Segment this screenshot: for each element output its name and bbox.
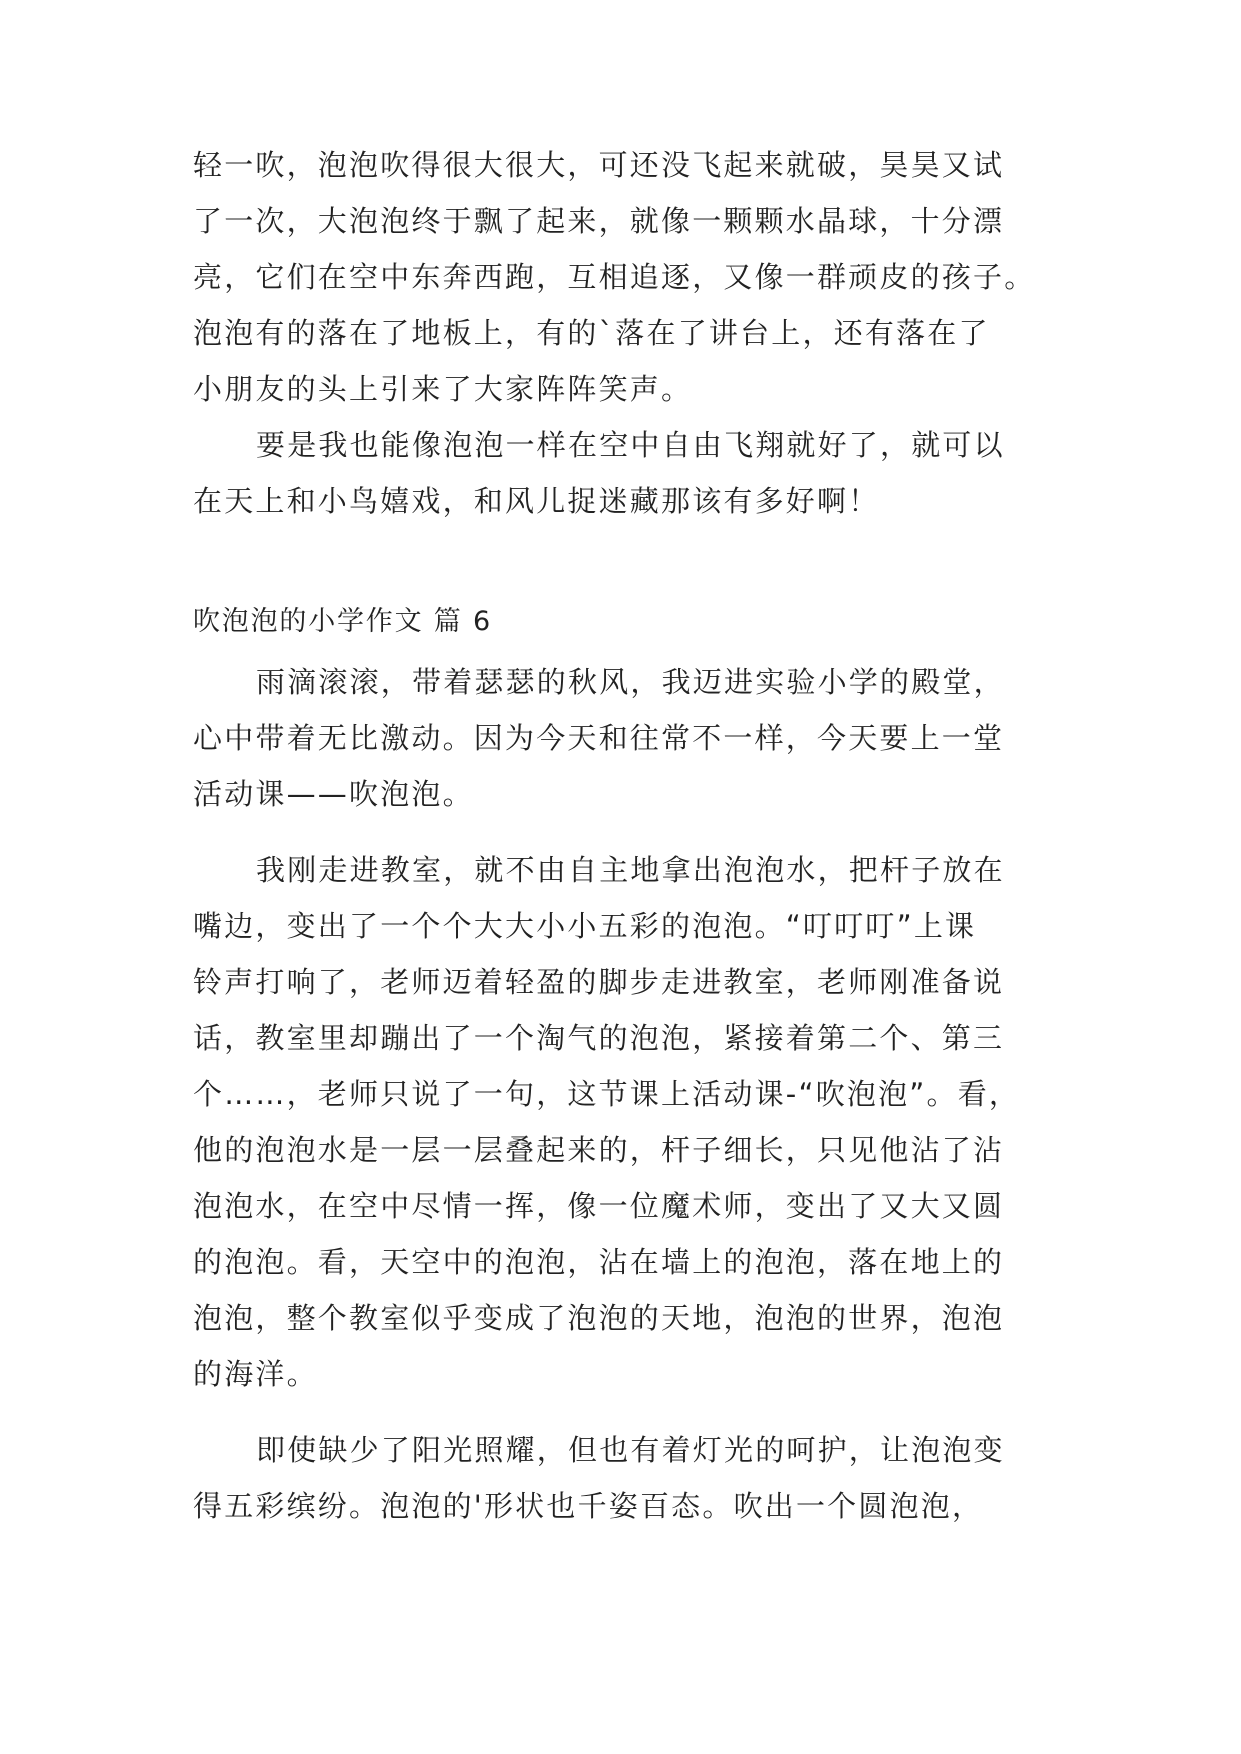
text-line: 在天上和小鸟嬉戏，和风儿捉迷藏那该有多好啊！ [193,484,880,518]
text-line: 亮，它们在空中东奔西跑，互相追逐，又像一群顽皮的孩子。 [193,260,1036,294]
text-line: 得五彩缤纷。泡泡的'形状也千姿百态。吹出一个圆泡泡， [193,1489,984,1523]
text-line: 的海洋。 [193,1357,318,1391]
text-line: 嘴边，变出了一个个大大小小五彩的泡泡。“叮叮叮”上课 [193,909,977,943]
text-line: 泡泡，整个教室似乎变成了泡泡的天地，泡泡的世界，泡泡 [193,1301,1005,1335]
text-line: 要是我也能像泡泡一样在空中自由飞翔就好了，就可以 [256,428,1005,462]
text-line: 他的泡泡水是一层一层叠起来的，杆子细长，只见他沾了沾 [193,1133,1005,1167]
text-line: 铃声打响了，老师迈着轻盈的脚步走进教室，老师刚准备说 [193,965,1005,999]
text-line: 雨滴滚滚，带着瑟瑟的秋风，我迈进实验小学的殿堂， [256,665,1005,699]
text-line: 心中带着无比激动。因为今天和往常不一样，今天要上一堂 [193,721,1005,755]
section-heading: 吹泡泡的小学作文 篇 6 [193,606,492,637]
text-line: 个……，老师只说了一句，这节课上活动课-“吹泡泡”。看， [193,1077,1021,1111]
text-line: 活动课——吹泡泡。 [193,777,474,811]
text-line: 泡泡水，在空中尽情一挥，像一位魔术师，变出了又大又圆 [193,1189,1005,1223]
text-line: 了一次，大泡泡终于飘了起来，就像一颗颗水晶球，十分漂 [193,204,1005,238]
text-line: 我刚走进教室，就不由自主地拿出泡泡水，把杆子放在 [256,853,1005,887]
text-line: 的泡泡。看，天空中的泡泡，沾在墙上的泡泡，落在地上的 [193,1245,1005,1279]
text-line: 泡泡有的落在了地板上，有的`落在了讲台上，还有落在了 [193,316,990,350]
text-line: 轻一吹，泡泡吹得很大很大，可还没飞起来就破，昊昊又试 [193,148,1005,182]
text-line: 话，教室里却蹦出了一个淘气的泡泡，紧接着第二个、第三 [193,1021,1005,1055]
text-line: 即使缺少了阳光照耀，但也有着灯光的呵护，让泡泡变 [256,1433,1005,1467]
text-line: 小朋友的头上引来了大家阵阵笑声。 [193,372,693,406]
